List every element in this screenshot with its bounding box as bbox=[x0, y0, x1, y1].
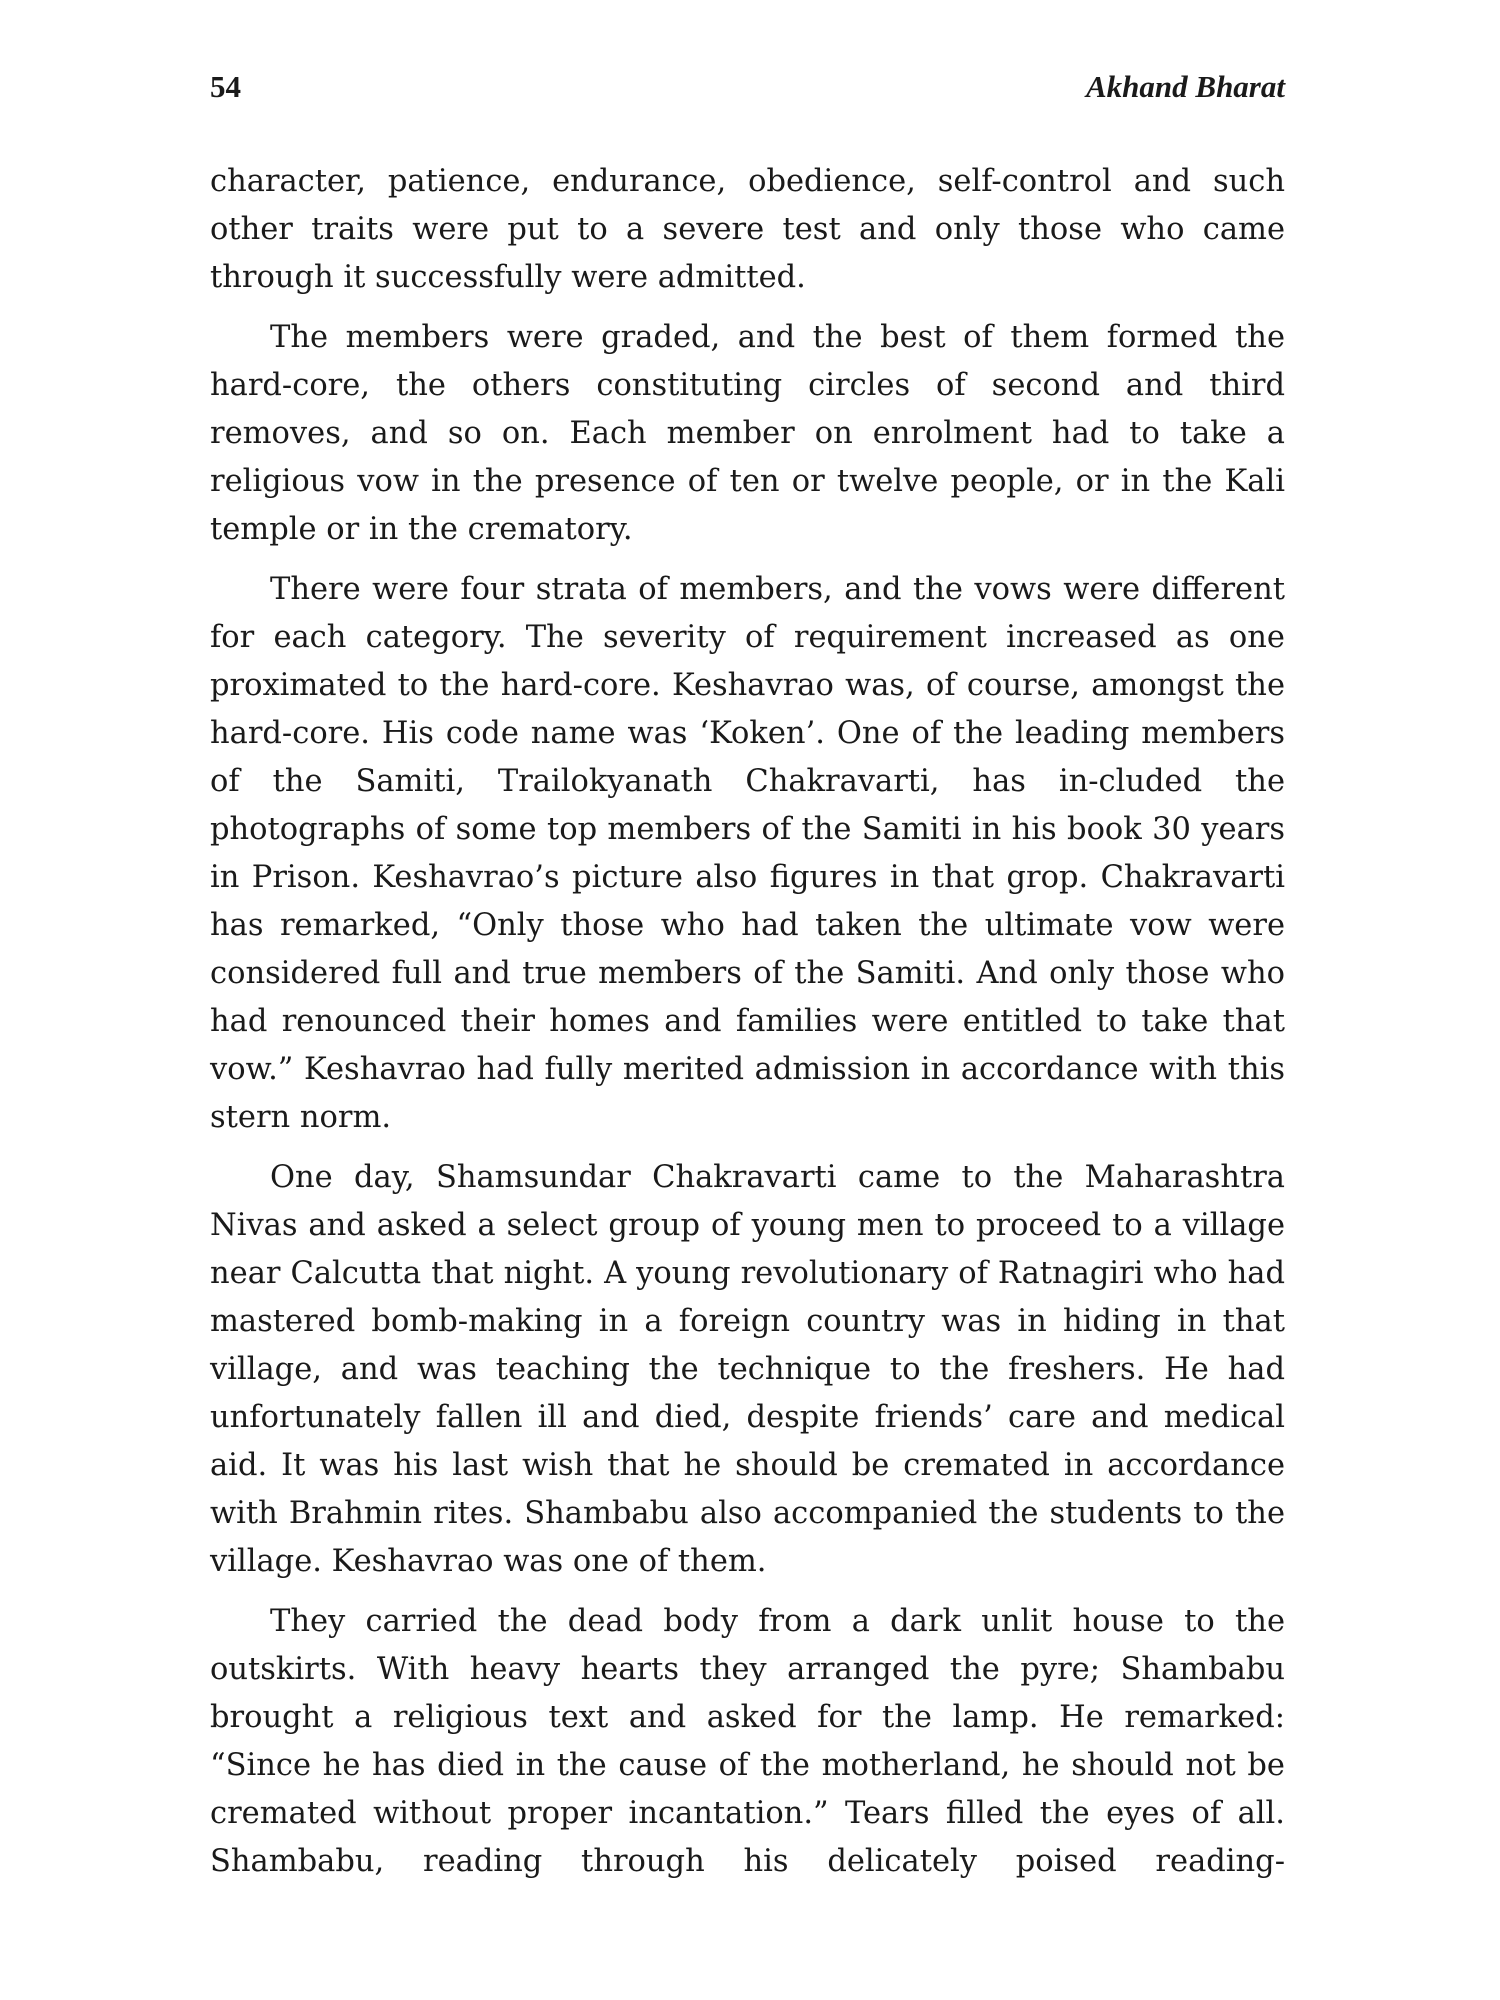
paragraph-4: One day, Shamsundar Chakravarti came to the Maharashtra Nivas and asked a select group of young men to proceed to a village near Calcutta that night. A young revolutionary of Ratnagiri who had mastered bomb-making in a foreign country was in hiding in that village, and was teaching the technique to the freshers. He had unfortunately fallen ill and died, despite friends’ care and medical aid. It was his last wish that he should be cremated in accordance with Brahmin rites. Shambabu also accompanied the students to the village. Keshavrao was one of them. bbox=[210, 1160, 1285, 1579]
book-title: Akhand Bharat bbox=[1085, 69, 1285, 104]
paragraph-1: character, patience, endurance, obedience, self-control and such other traits were put to a severe test and only those who came through it successfully were admitted. bbox=[210, 164, 1285, 295]
page-number: 54 bbox=[210, 69, 241, 104]
paragraph-3: There were four strata of members, and the vows were different for each category. The severity of requirement increased as one proximated to the hard-core. Keshavrao was, of course, amongst the hard-core. His code name was ‘Koken’. One of the leading members of the Samiti, Trailokyanath Chakravarti, has in-cluded the photographs of some top members of the Samiti in his book 30 years in Prison. Keshavrao’s picture also figures in that grop. Chakravarti has remarked, “Only those who had taken the ultimate vow were considered full and true members of the Samiti. And only those who had renounced their homes and families were entitled to take that vow.” Keshavrao had fully merited admission in accordance with this stern norm. bbox=[210, 572, 1285, 1135]
paragraph-5: They carried the dead body from a dark unlit house to the outskirts. With heavy hearts they arranged the pyre; Shambabu brought a religious text and asked for the lamp. He remarked: “Since he has died in the cause of the motherland, he should not be cremated without proper incantation.” Tears filled the eyes of all. Shambabu, reading through his delicately poised reading- bbox=[210, 1604, 1285, 1879]
running-header bbox=[210, 62, 1285, 112]
body-text bbox=[210, 158, 1285, 1898]
paragraph-2: The members were graded, and the best of them formed the hard-core, the others constituting circles of second and third removes, and so on. Each member on enrolment had to take a religious vow in the presence of ten or twelve people, or in the Kali temple or in the crematory. bbox=[210, 320, 1285, 547]
